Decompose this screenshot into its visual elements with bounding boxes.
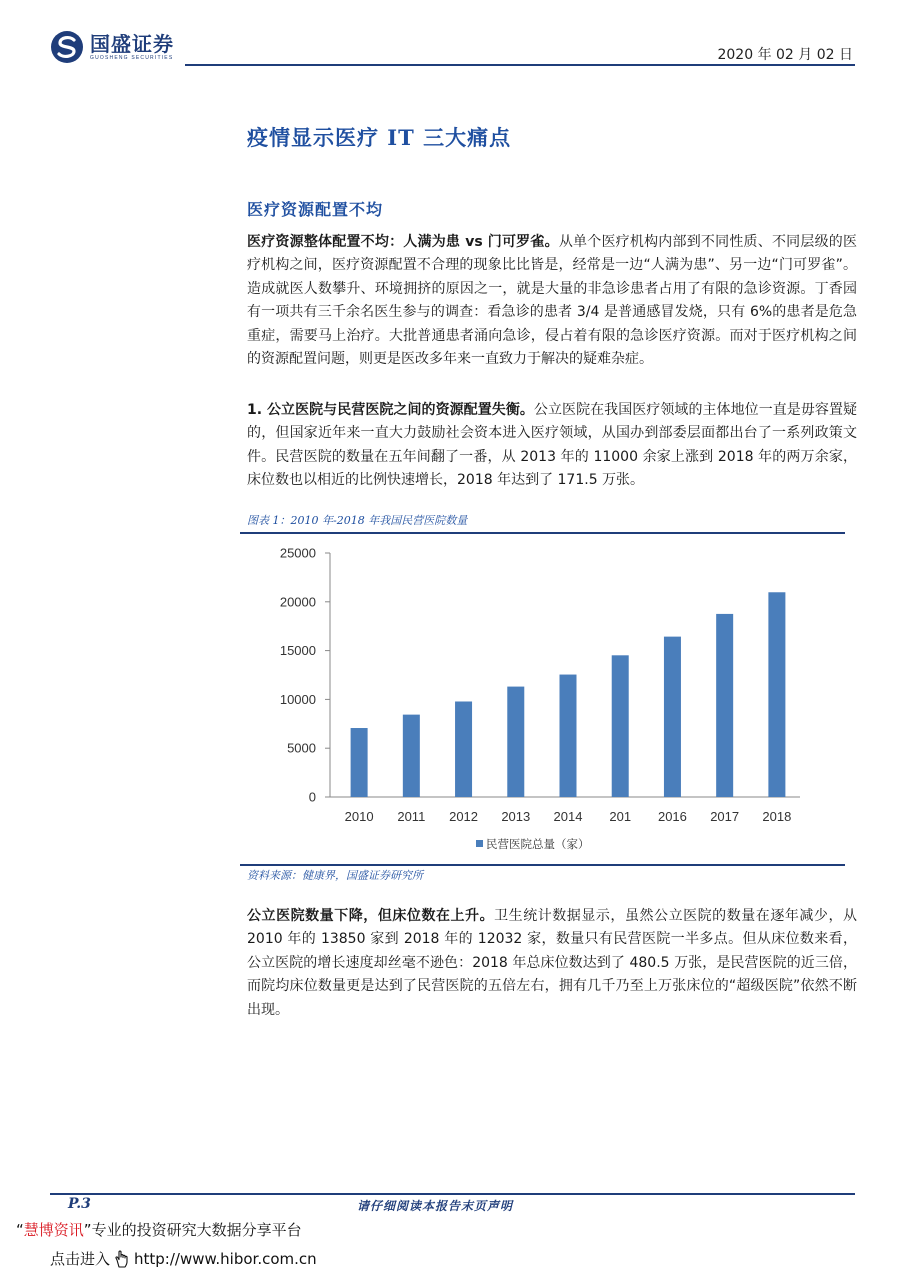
watermark-tagline <box>16 1219 302 1240</box>
x-tick-label: 2012 <box>449 809 479 824</box>
guosheng-logo-icon <box>50 30 84 64</box>
figure-caption: 图表 1：2010 年-2018 年我国民营医院数量 <box>247 514 468 527</box>
paragraph-body: 从单个医疗机构内部到不同性质、不同层级的医疗机构之间，医疗资源配置不合理的现象比比皆是，经常是一边“人满为患”、另一边“门可罗雀”。造成就医人数攀升、环境拥挤的原因之一，就是大量的非急诊患者占用了有限的急诊资源。丁香园有一项共有三千余名医生参与的调查：看急诊的患者 3/4 是普通感冒发烧，只有 6%的患者是危急重症，需要马上治疗。大批普通患者涌向急诊，侵占着有限的急诊医疗资源。而对于医疗机构之间的资源配置问题，则更是医改多年来一直致力于解决的疑难杂症。 <box>247 234 857 368</box>
bar-201 <box>612 655 629 797</box>
x-tick-label: 2016 <box>657 809 687 824</box>
disclaimer-note: 请仔细阅读本报告末页声明 <box>357 1199 514 1213</box>
paragraph-body: 卫生统计数据显示，虽然公立医院的数量在逐年减少，从 2010 年的 13850 家到 2018 年的 12032 家，数量只有民营医院一半多点。但从床位数来看，公立医院的增长速度却丝毫不逊色：2018 年总床位数达到了 480.5 万张，是民营医院的近三倍，而院均床位数量更是达到了民营医院的五倍左右，拥有几千乃至上万张床位的“超级医院”依然不断出现。 <box>247 908 858 1018</box>
header-divider <box>185 64 855 66</box>
y-tick-label: 25000 <box>279 545 316 561</box>
pointer-hand-icon <box>112 1249 132 1269</box>
bar-2016 <box>664 637 681 797</box>
page-title: 疫情显示医疗 IT 三大痛点 <box>247 125 512 150</box>
bar-2010 <box>351 728 368 797</box>
company-name-en: GUOSHENG SECURITIES <box>90 54 174 61</box>
bar-2011 <box>403 715 420 797</box>
company-name-cn: 国盛证券 <box>90 31 174 56</box>
x-tick-label: 2014 <box>553 809 583 824</box>
watermark-url-link[interactable]: http://www.hibor.com.cn <box>134 1249 317 1268</box>
paragraph-body: 公立医院在我国医疗领域的主体地位一直是毋容置疑的，但国家近年来一直大力鼓励社会资本进入医疗领域，从国办到部委层面都出台了一系列政策文件。民营医院的数量在五年间翻了一番，从 2013 年的 11000 余家上涨到 2018 年的两万余家，床位数也以相近的比例快速增长，2018 年达到了 171.5 万张。 <box>247 402 858 489</box>
x-tick-label: 2011 <box>397 809 426 824</box>
paragraph-lead: 公立医院数量下降，但床位数在上升。 <box>247 908 495 924</box>
paragraph-lead: 1. 公立医院与民营医院之间的资源配置失衡。 <box>247 402 534 418</box>
x-tick-label: 2010 <box>344 809 374 824</box>
paragraph-public-private <box>247 399 857 493</box>
page-number: P.3 <box>68 1196 91 1212</box>
figure-top-divider <box>240 532 845 534</box>
bar-2018 <box>768 592 785 797</box>
paragraph-public-beds <box>247 905 857 1022</box>
y-tick-label: 10000 <box>279 691 316 707</box>
y-tick-label: 20000 <box>279 594 316 610</box>
paragraph-lead: 医疗资源整体配置不均：人满为患 vs 门可罗雀。 <box>247 234 559 250</box>
watermark-link-label: 点击进入 <box>50 1250 111 1268</box>
quote-close: ” <box>83 1221 92 1239</box>
x-tick-label: 2018 <box>762 809 792 824</box>
quote-open: “ <box>16 1221 24 1239</box>
y-tick-label: 5000 <box>287 740 316 756</box>
x-tick-label: 201 <box>609 809 632 824</box>
watermark-brand: 慧博资讯 <box>23 1221 84 1239</box>
watermark-tagline-text: 专业的投资研究大数据分享平台 <box>91 1221 302 1239</box>
bar-2017 <box>716 614 733 797</box>
figure-bottom-divider <box>240 864 845 866</box>
report-date: 2020 年 02 月 02 日 <box>717 47 853 63</box>
x-tick-label: 2013 <box>501 809 531 824</box>
legend-label: 民营医院总量（家） <box>486 839 590 851</box>
company-logo <box>50 30 174 64</box>
section-title: 医疗资源配置不均 <box>247 200 384 219</box>
bar-2013 <box>507 687 524 797</box>
y-tick-label: 15000 <box>279 643 316 659</box>
watermark-link-row[interactable] <box>50 1248 317 1269</box>
x-tick-label: 2017 <box>710 809 740 824</box>
figure-source: 资料来源：健康界，国盛证券研究所 <box>247 869 423 882</box>
bar-2014 <box>560 675 577 797</box>
private-hospital-bar-chart <box>240 536 845 862</box>
y-tick-label: 0 <box>308 789 316 805</box>
paragraph-resource-imbalance <box>247 231 857 371</box>
bar-2012 <box>455 701 472 797</box>
footer-divider <box>50 1193 855 1195</box>
legend-swatch <box>476 840 483 847</box>
